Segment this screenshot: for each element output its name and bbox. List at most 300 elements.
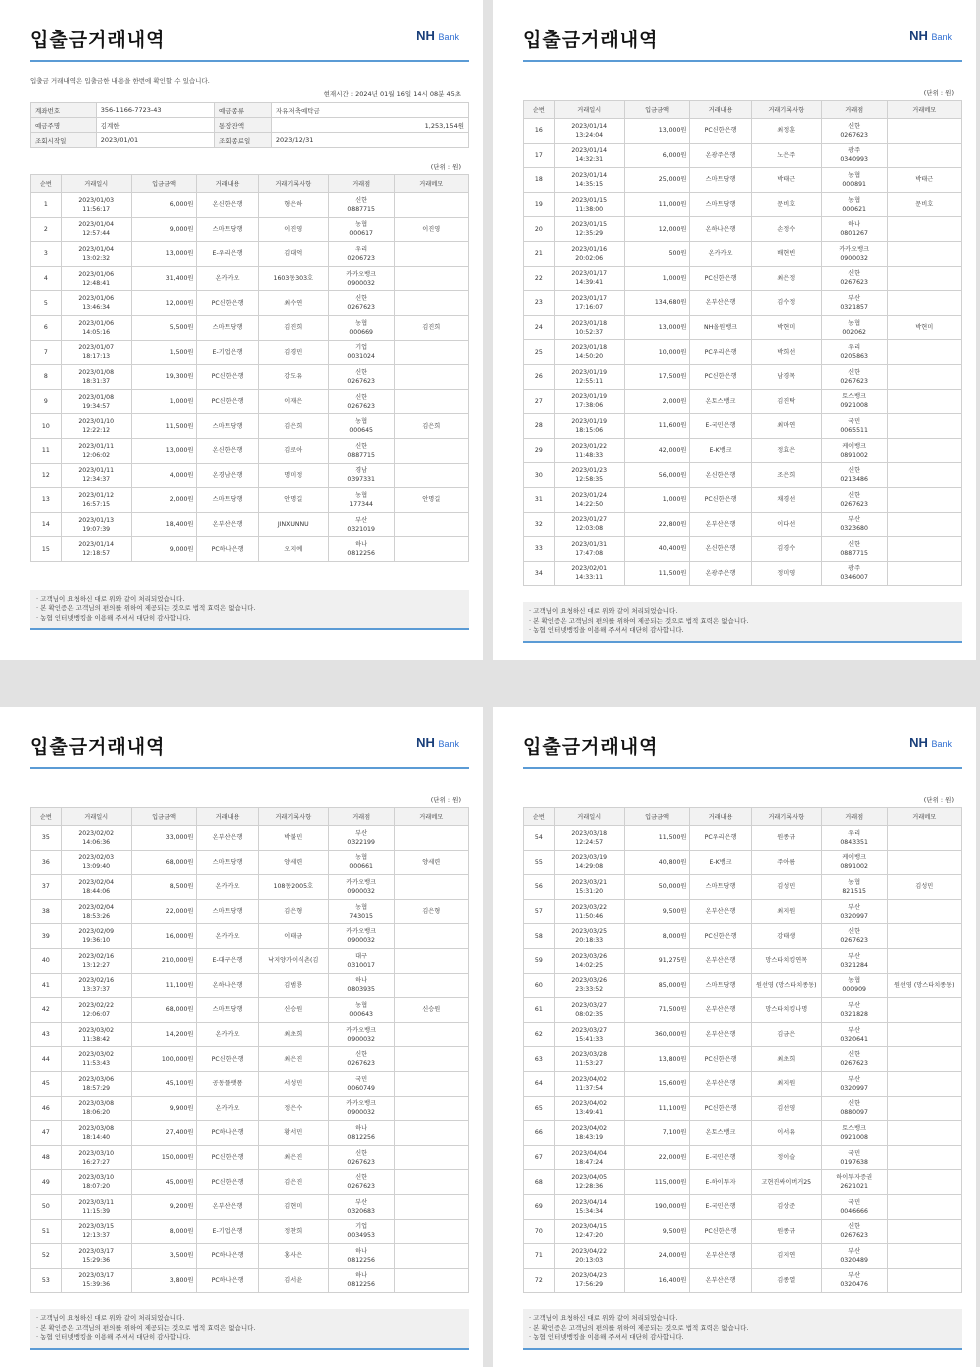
br1-text: 하나 <box>355 1124 368 1132</box>
transaction-memo <box>887 899 962 924</box>
table-row <box>524 899 962 924</box>
transaction-type <box>690 241 751 266</box>
branch <box>821 1145 887 1170</box>
amt-text: 11,500원 <box>165 422 194 430</box>
desc-text: 온경남은행 <box>212 471 243 479</box>
br1-text: 부산 <box>355 1198 368 1206</box>
table-row <box>524 487 962 512</box>
deposit-amount <box>131 826 197 851</box>
branch <box>328 998 394 1023</box>
br2-text: 0321284 <box>840 961 868 969</box>
br1-text: 하나 <box>848 221 861 229</box>
table-row <box>31 1244 469 1269</box>
transaction-memo <box>394 193 469 218</box>
amt-text: 12,000원 <box>165 299 194 307</box>
transaction-memo <box>394 899 469 924</box>
row-number <box>524 463 555 488</box>
branch <box>821 537 887 562</box>
br2-text: 0267623 <box>840 1060 868 1068</box>
br2-text: 0321857 <box>840 303 868 311</box>
time-text: 10:52:37 <box>575 328 604 336</box>
rec-text: 박희선 <box>777 348 796 356</box>
transaction-memo <box>887 512 962 537</box>
footer-line: · 본 확인증은 고객님의 편의를 위하여 제공되는 것으로 법적 효력은 없습니다. <box>529 1323 749 1332</box>
transaction-datetime <box>61 291 131 316</box>
br1-text: 신한 <box>355 196 368 204</box>
rec-text: 김금은 <box>777 1031 796 1039</box>
date-text: 2023/02/04 <box>78 878 115 886</box>
br2-text: 0046666 <box>840 1207 868 1215</box>
page-title: 입출금거래내역 <box>523 736 659 758</box>
transaction-datetime <box>554 266 624 291</box>
no-text: 30 <box>534 471 543 479</box>
no-text: 54 <box>534 834 543 842</box>
rec-text: 조은희 <box>777 471 796 479</box>
branch <box>821 340 887 365</box>
deposit-amount <box>624 340 690 365</box>
deposit-amount <box>131 193 197 218</box>
br1-text: 신한 <box>848 270 861 278</box>
deposit-amount <box>624 487 690 512</box>
rec-text: 김서윤 <box>284 1276 303 1284</box>
transaction-type <box>197 948 258 973</box>
time-text: 11:37:54 <box>575 1084 604 1092</box>
transaction-memo <box>887 119 962 144</box>
table-row <box>31 266 469 291</box>
transaction-datetime <box>61 340 131 365</box>
amt-text: 7,100원 <box>662 1129 687 1137</box>
time-text: 17:16:07 <box>575 303 604 311</box>
branch <box>328 537 394 562</box>
desc-text: 스마트당행 <box>212 1006 243 1014</box>
column-header: 순번 <box>31 175 62 193</box>
transaction-record <box>751 1244 821 1269</box>
amt-text: 11,600원 <box>658 422 687 430</box>
deposit-amount <box>131 1071 197 1096</box>
row-number <box>524 1219 555 1244</box>
transaction-record <box>258 1022 328 1047</box>
transaction-datetime <box>61 973 131 998</box>
no-text: 42 <box>41 1006 50 1014</box>
column-header: 순번 <box>524 808 555 826</box>
transaction-datetime <box>61 1121 131 1146</box>
br2-text: 177344 <box>349 500 373 508</box>
row-number <box>524 537 555 562</box>
transaction-datetime <box>61 488 131 513</box>
transaction-record <box>258 242 328 267</box>
date-text: 2023/01/07 <box>78 344 115 352</box>
rec-text: 형은하 <box>284 201 303 209</box>
br1-text: 신한 <box>848 1223 861 1231</box>
no-text: 11 <box>41 447 50 455</box>
footer-line: · 본 확인증은 고객님의 편의를 위하여 제공되는 것으로 법적 효력은 없습니다. <box>36 604 256 613</box>
amt-text: 56,000원 <box>658 471 687 479</box>
row-number <box>31 291 62 316</box>
date-text: 2023/01/04 <box>78 221 115 229</box>
branch <box>821 168 887 193</box>
date-text: 2023/01/22 <box>571 442 608 450</box>
transaction-record <box>751 192 821 217</box>
desc-text: PC신한은행 <box>704 274 737 282</box>
br1-text: 부산 <box>848 1026 861 1034</box>
page-header <box>523 727 962 769</box>
row-number <box>31 899 62 924</box>
table-header-row <box>31 808 469 826</box>
time-text: 16:27:27 <box>82 1158 111 1166</box>
no-text: 71 <box>534 1252 543 1260</box>
desc-text: 스마트당행 <box>212 225 243 233</box>
transaction-record <box>751 1121 821 1146</box>
desc-text: PC신한은행 <box>704 932 737 940</box>
transaction-datetime <box>61 1071 131 1096</box>
transaction-memo <box>887 291 962 316</box>
row-number <box>31 463 62 488</box>
desc-text: E-국민은행 <box>705 1154 736 1162</box>
amt-text: 31,400원 <box>165 275 194 283</box>
rec-text: 명미정 <box>284 471 303 479</box>
column-header: 거래점 <box>328 175 394 193</box>
desc-text: PC하나은행 <box>211 1276 244 1284</box>
rec-text: 김종열 <box>777 1276 796 1284</box>
desc-text: 온부산은행 <box>705 1252 736 1260</box>
table-row <box>524 1194 962 1219</box>
desc-text: E-하이투자 <box>705 1178 736 1186</box>
amt-text: 10,000원 <box>658 348 687 356</box>
date-text: 2023/01/16 <box>571 245 608 253</box>
deposit-amount <box>131 850 197 875</box>
row-number <box>524 364 555 389</box>
date-text: 2023/01/12 <box>78 491 115 499</box>
transaction-type <box>197 1145 258 1170</box>
table-row <box>524 1096 962 1121</box>
branch <box>328 242 394 267</box>
time-text: 15:41:33 <box>575 1035 604 1043</box>
no-text: 38 <box>41 908 50 916</box>
time-text: 11:53:43 <box>82 1060 111 1068</box>
deposit-amount <box>131 365 197 390</box>
row-number <box>31 365 62 390</box>
transaction-memo <box>887 340 962 365</box>
br1-text: 우리 <box>848 344 861 352</box>
rec-text: 김로아 <box>284 447 303 455</box>
deposit-amount <box>131 389 197 414</box>
desc-text: PC신한은행 <box>704 1227 737 1235</box>
memo-text: 이진영 <box>422 225 441 233</box>
br2-text: 0031024 <box>347 353 375 361</box>
br2-text: 0322199 <box>347 838 375 846</box>
br2-text: 0887715 <box>347 451 375 459</box>
row-number <box>31 1022 62 1047</box>
date-text: 2023/03/27 <box>571 1026 608 1034</box>
desc-text: PC신한은행 <box>704 1055 737 1063</box>
transaction-datetime <box>554 414 624 439</box>
transaction-record <box>258 850 328 875</box>
statement-page-3 <box>0 707 483 1367</box>
row-number <box>524 168 555 193</box>
no-text: 49 <box>41 1178 50 1186</box>
column-header: 순번 <box>31 808 62 826</box>
column-header: 거래일시 <box>61 808 131 826</box>
rec-text: 신승원 <box>284 1006 303 1014</box>
column-header: 거래기록사항 <box>258 175 328 193</box>
date-text: 2023/02/03 <box>78 854 115 862</box>
desc-text: 온토스뱅크 <box>705 397 736 405</box>
time-text: 14:06:36 <box>82 838 111 846</box>
deposit-amount <box>131 266 197 291</box>
transaction-record <box>751 1022 821 1047</box>
transaction-record <box>751 463 821 488</box>
table-row <box>524 924 962 949</box>
table-row <box>31 826 469 851</box>
amt-text: 1,000원 <box>662 274 687 282</box>
rec-text: 이재은 <box>284 398 303 406</box>
transaction-record <box>258 365 328 390</box>
transaction-record <box>258 1071 328 1096</box>
table-row <box>31 924 469 949</box>
br2-text: 0267623 <box>840 279 868 287</box>
date-text: 2023/01/14 <box>571 147 608 155</box>
br1-text: 국민 <box>355 1075 368 1083</box>
transaction-datetime <box>61 1268 131 1293</box>
branch <box>821 1022 887 1047</box>
branch <box>821 315 887 340</box>
table-row <box>31 488 469 513</box>
deposit-amount <box>624 119 690 144</box>
branch <box>821 1268 887 1293</box>
transaction-datetime <box>61 1022 131 1047</box>
row-number <box>524 1071 555 1096</box>
desc-text: 온부산은행 <box>705 1080 736 1088</box>
transaction-type <box>690 1047 751 1072</box>
no-text: 3 <box>43 250 48 258</box>
transaction-datetime <box>61 389 131 414</box>
br2-text: 0267623 <box>347 1158 375 1166</box>
transaction-datetime <box>61 365 131 390</box>
table-row <box>31 340 469 365</box>
rec-text: 최정훈 <box>777 127 796 135</box>
row-number <box>31 875 62 900</box>
rec-text: 양세련 <box>284 858 303 866</box>
transaction-memo <box>887 364 962 389</box>
desc-text: PC신한은행 <box>211 1178 244 1186</box>
br1-text: 케이뱅크 <box>842 854 867 862</box>
no-text: 1 <box>43 201 48 209</box>
br2-text: 002062 <box>842 328 866 336</box>
transaction-datetime <box>61 217 131 242</box>
amt-text: 18,400원 <box>165 521 194 529</box>
transaction-type <box>197 998 258 1023</box>
br2-text: 000645 <box>349 427 373 435</box>
transaction-record <box>751 315 821 340</box>
transaction-datetime <box>554 340 624 365</box>
transaction-datetime <box>554 1145 624 1170</box>
time-text: 12:34:37 <box>82 476 111 484</box>
transaction-datetime <box>554 1047 624 1072</box>
br2-text: 0900032 <box>347 937 375 945</box>
deposit-amount <box>131 1022 197 1047</box>
transaction-type <box>690 119 751 144</box>
date-text: 2023/01/19 <box>571 393 608 401</box>
desc-text: 온카카오 <box>215 932 240 940</box>
date-text: 2023/01/17 <box>571 294 608 302</box>
footer-line: · 고객님이 요청하신 대로 위와 같이 처리되었습니다. <box>36 1314 185 1323</box>
time-text: 15:31:20 <box>575 887 604 895</box>
table-row <box>524 438 962 463</box>
no-text: 48 <box>41 1154 50 1162</box>
time-text: 18:57:29 <box>82 1084 111 1092</box>
amt-text: 85,000원 <box>658 981 687 989</box>
date-text: 2023/02/16 <box>78 952 115 960</box>
row-number <box>524 1121 555 1146</box>
branch <box>821 1096 887 1121</box>
transaction-record <box>751 1096 821 1121</box>
memo-text: 신승원 <box>422 1006 441 1014</box>
account-holder: 김계한 <box>96 118 214 133</box>
deposit-amount <box>131 875 197 900</box>
row-number <box>31 924 62 949</box>
no-text: 34 <box>534 569 543 577</box>
time-text: 18:15:06 <box>575 426 604 434</box>
end-date-label: 조회종료일 <box>214 133 271 148</box>
br1-text: 신한 <box>848 1051 861 1059</box>
rec-text: 박현미 <box>777 324 796 332</box>
transaction-memo <box>394 998 469 1023</box>
row-number <box>31 1219 62 1244</box>
br2-text: 000621 <box>842 205 866 213</box>
rec-text: 망스타치킹연목 <box>765 957 808 965</box>
rec-text: 김선영 <box>777 1104 796 1112</box>
amt-text: 8,500원 <box>169 883 194 891</box>
rec-text: 채경선 <box>777 496 796 504</box>
transaction-memo <box>887 241 962 266</box>
account-no-label: 계좌번호 <box>31 103 97 118</box>
br2-text: 000617 <box>349 230 373 238</box>
transaction-record <box>751 924 821 949</box>
rec-text: 김은희 <box>284 422 303 430</box>
rec-text: 원종규 <box>777 1227 796 1235</box>
transaction-datetime <box>554 217 624 242</box>
no-text: 50 <box>41 1203 50 1211</box>
branch <box>821 875 887 900</box>
desc-text: 스마트당행 <box>705 201 736 209</box>
column-header: 거래기록사항 <box>751 101 821 119</box>
column-header: 거래메모 <box>394 175 469 193</box>
deposit-amount <box>624 561 690 586</box>
transaction-record <box>258 1170 328 1195</box>
br2-text: 0320476 <box>840 1281 868 1289</box>
rec-text: 108동2005호 <box>273 883 314 891</box>
transaction-datetime <box>61 899 131 924</box>
holder-label: 예금주명 <box>31 118 97 133</box>
transaction-type <box>197 850 258 875</box>
intro-text: 입출금 거래내역은 입출금한 내용을 한번에 확인할 수 있습니다. <box>30 77 210 85</box>
br2-text: 0321828 <box>840 1010 868 1018</box>
time-text: 14:50:20 <box>575 353 604 361</box>
transaction-record <box>751 438 821 463</box>
branch <box>821 1219 887 1244</box>
branch <box>328 973 394 998</box>
transaction-datetime <box>61 1145 131 1170</box>
end-date: 2023/12/31 <box>271 133 468 148</box>
branch <box>821 217 887 242</box>
rec-text: 최지원 <box>777 1080 796 1088</box>
footer-line: · 고객님이 요청하신 대로 위와 같이 처리되었습니다. <box>529 1314 678 1323</box>
unit-label: (단위 : 원) <box>430 796 461 804</box>
amt-text: 4,000원 <box>169 471 194 479</box>
current-time: 현재시간 : 2024년 01월 16일 14시 08분 45초 <box>323 90 461 98</box>
branch <box>821 1170 887 1195</box>
br2-text: 0197638 <box>840 1158 868 1166</box>
rec-text: 박태근 <box>777 176 796 184</box>
branch <box>328 1194 394 1219</box>
time-text: 14:35:15 <box>575 180 604 188</box>
transaction-record <box>751 512 821 537</box>
br2-text: 0267623 <box>840 937 868 945</box>
transaction-memo <box>887 1219 962 1244</box>
memo-text: 김은희 <box>422 422 441 430</box>
no-text: 53 <box>41 1276 50 1284</box>
row-number <box>31 1268 62 1293</box>
amt-text: 27,400원 <box>165 1129 194 1137</box>
amt-text: 9,900원 <box>169 1104 194 1112</box>
footer-line: · 고객님이 요청하신 대로 위와 같이 처리되었습니다. <box>36 594 185 603</box>
no-text: 63 <box>534 1055 543 1063</box>
transaction-type <box>690 168 751 193</box>
no-text: 24 <box>534 324 543 332</box>
amt-text: 360,000원 <box>654 1031 687 1039</box>
transaction-memo <box>887 826 962 851</box>
transaction-type <box>197 1022 258 1047</box>
transaction-record <box>258 1145 328 1170</box>
transaction-record <box>258 1121 328 1146</box>
table-row <box>31 463 469 488</box>
transaction-record <box>258 512 328 537</box>
transaction-type <box>690 537 751 562</box>
amt-text: 40,800원 <box>658 858 687 866</box>
br1-text: 신한 <box>848 368 861 376</box>
row-number <box>524 924 555 949</box>
transaction-type <box>690 850 751 875</box>
time-text: 13:09:40 <box>82 863 111 871</box>
transaction-type <box>690 826 751 851</box>
table-row <box>524 850 962 875</box>
desc-text: PC신한은행 <box>211 398 244 406</box>
transaction-type <box>197 512 258 537</box>
transaction-record <box>751 1170 821 1195</box>
date-text: 2023/04/05 <box>571 1174 608 1182</box>
table-row <box>31 948 469 973</box>
amt-text: 50,000원 <box>658 883 687 891</box>
branch <box>328 217 394 242</box>
row-number <box>524 291 555 316</box>
time-text: 12:35:29 <box>575 230 604 238</box>
page-title: 입출금거래내역 <box>523 29 659 51</box>
br1-text: 농협 <box>355 903 368 911</box>
transaction-memo <box>887 1244 962 1269</box>
br1-text: 카카오뱅크 <box>346 1026 377 1034</box>
transaction-memo <box>887 998 962 1023</box>
rec-text: 노은주 <box>777 151 796 159</box>
deposit-amount <box>131 291 197 316</box>
transaction-type <box>690 512 751 537</box>
branch <box>821 119 887 144</box>
transaction-type <box>197 1047 258 1072</box>
footer-notice <box>30 590 469 631</box>
row-number <box>524 948 555 973</box>
rec-text: 박불민 <box>284 834 303 842</box>
time-text: 12:06:02 <box>82 451 111 459</box>
no-text: 22 <box>534 274 543 282</box>
